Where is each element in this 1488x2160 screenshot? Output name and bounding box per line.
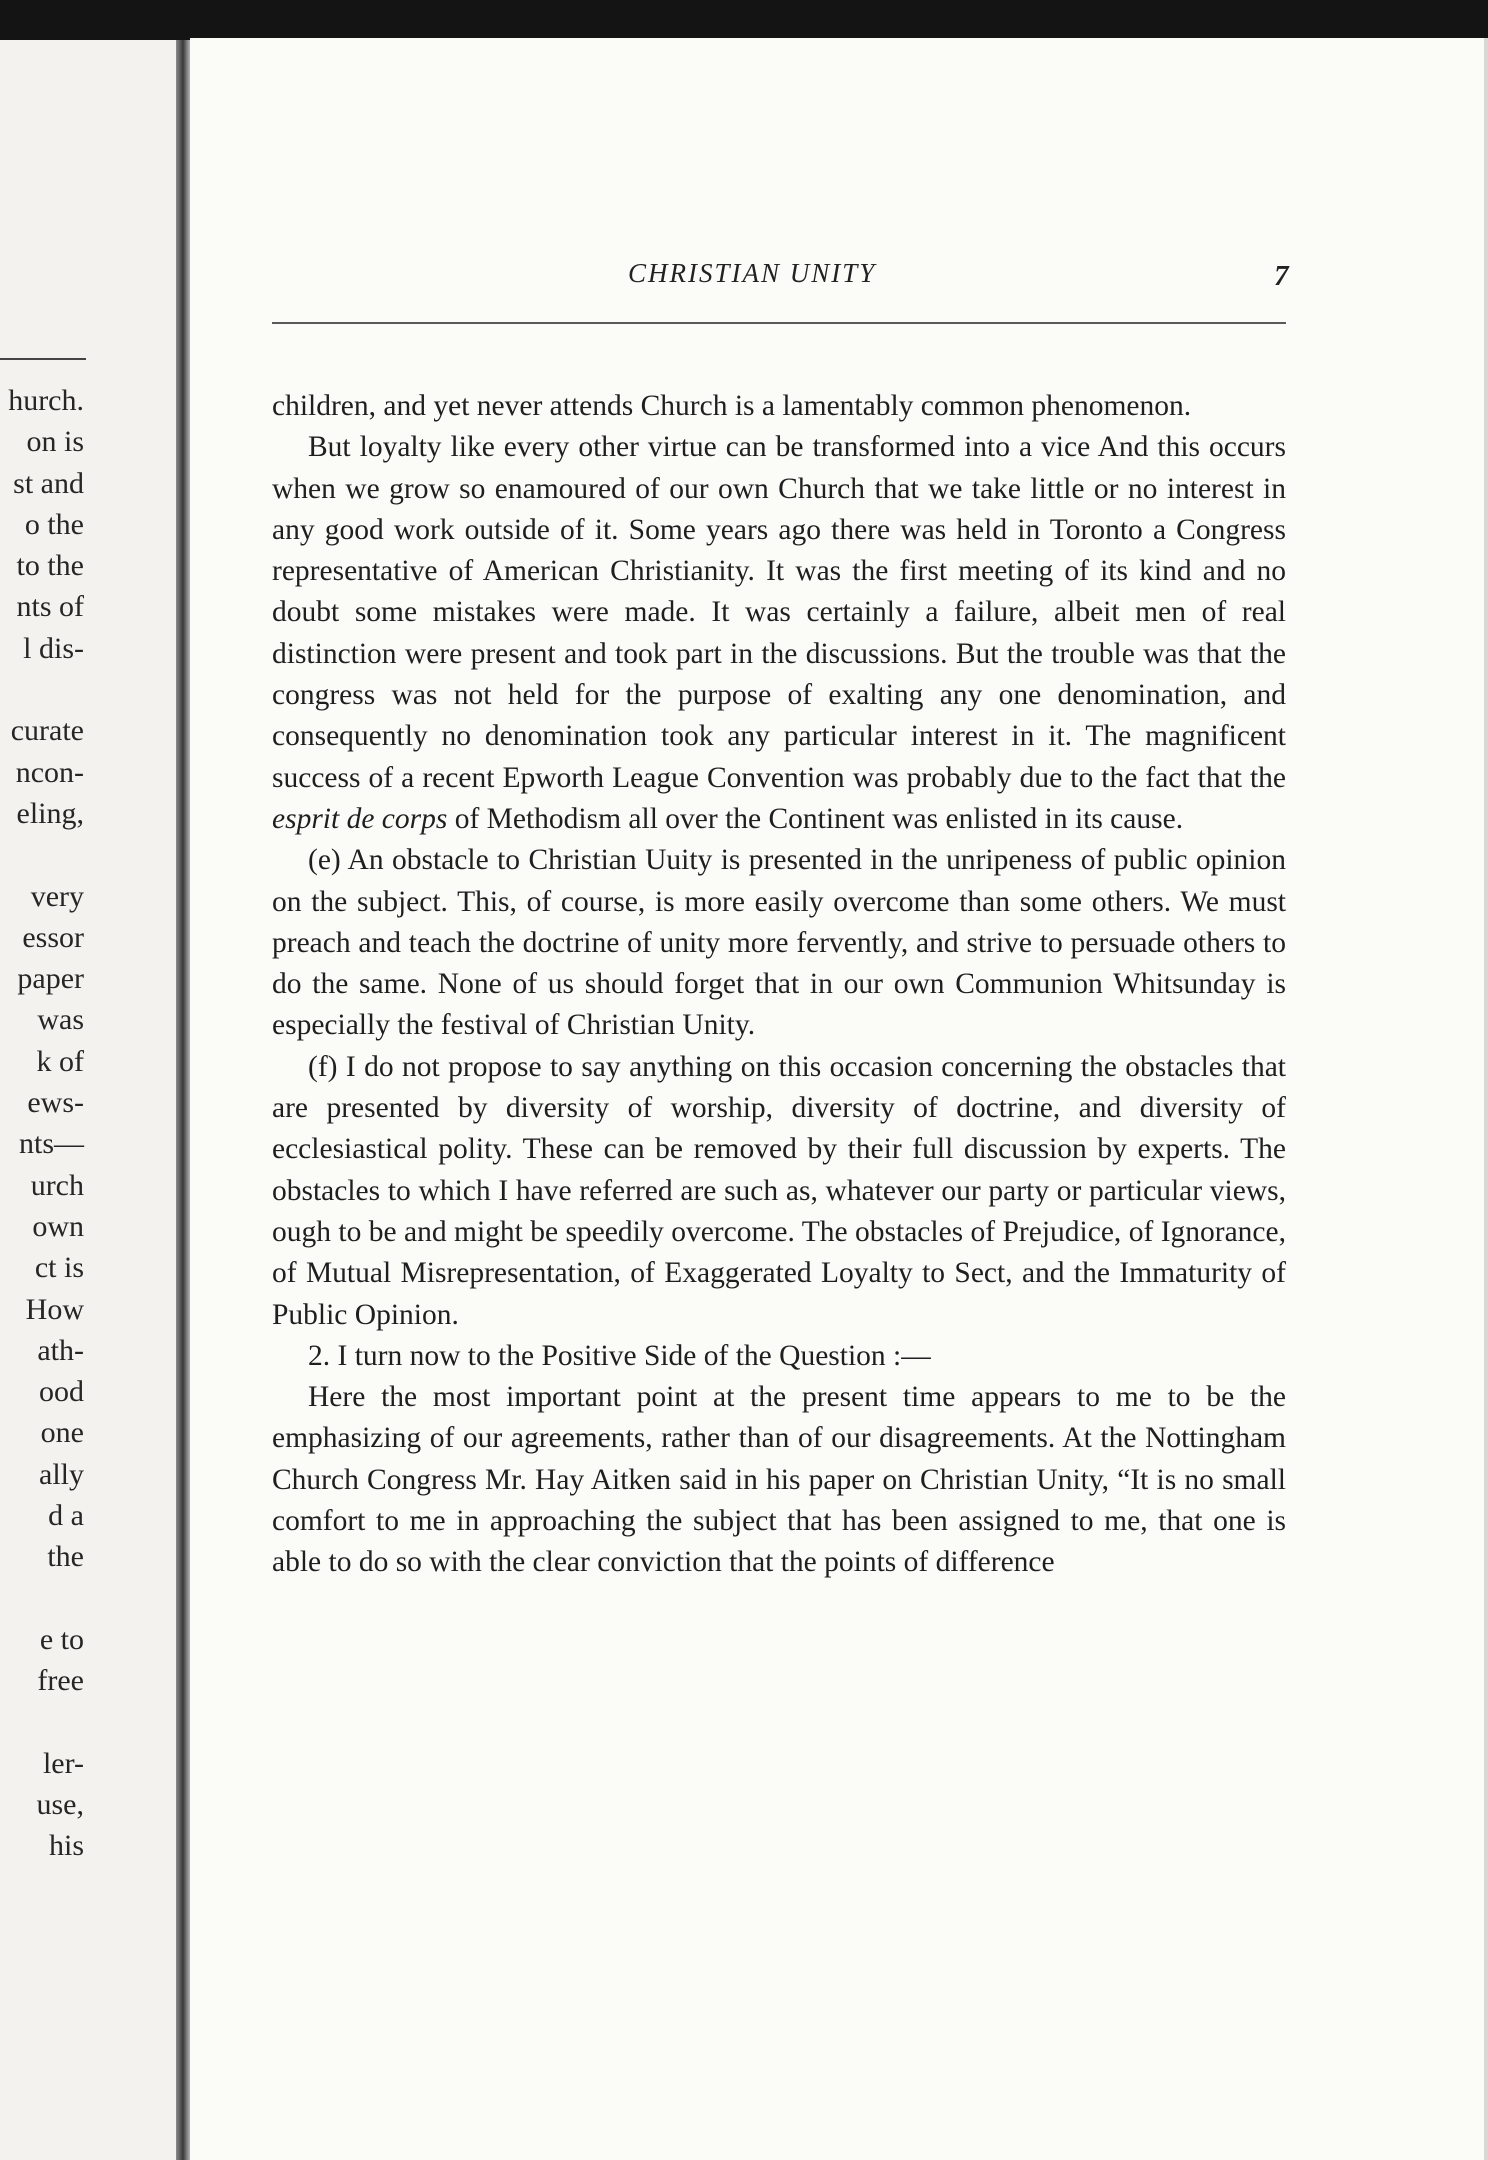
running-head xyxy=(190,258,1488,298)
fragment-line: e to xyxy=(39,1622,84,1656)
fragment-line: ncon- xyxy=(15,755,84,789)
paragraph-loyalty-tail: of Methodism all over the Continent was enlisted in its cause. xyxy=(447,802,1184,835)
fragment-line: one xyxy=(40,1416,84,1450)
fragment-line: o the xyxy=(24,507,84,541)
fragment-line: l dis- xyxy=(23,631,84,665)
page-number: 7 xyxy=(1274,260,1289,292)
paragraph-continuation: children, and yet never attends Church is a lamentably common phenomenon. xyxy=(272,390,1192,422)
fragment-line: free xyxy=(37,1664,84,1698)
fragment-line: to the xyxy=(16,549,84,583)
fragment-line xyxy=(0,1702,84,1743)
page-main xyxy=(190,38,1488,2160)
paragraph-section-2: 2. I turn now to the Positive Side of the Question :— xyxy=(308,1339,931,1372)
fragment-line: ct is xyxy=(34,1251,84,1285)
facing-page-rule xyxy=(0,358,86,360)
fragment-line: use, xyxy=(36,1788,84,1822)
paragraph-e: (e) An obstacle to Christian Uuity is presented in the unripeness of public opinion on the subject. This, of course, is more easily overcome than some others. We must preach and teach the doctrine of unity more fervently, and strive to persuade others to do the same. None of us should forget that in our own Communion Whitsunday is especially the festival of Christian Unity. xyxy=(272,844,1286,1042)
fragment-line: essor xyxy=(22,920,84,954)
header-rule xyxy=(272,322,1286,324)
fragment-line: ler- xyxy=(42,1746,84,1780)
fragment-line: eling, xyxy=(16,796,84,830)
fragment-line: urch xyxy=(30,1168,84,1202)
fragment-line xyxy=(0,1578,84,1619)
fragment-line: own xyxy=(32,1209,84,1243)
paragraph-f: (f) I do not propose to say anything on this occasion concerning the obstacles that are presented by diversity of worship, diversity of doctrine, and diversity of ecclesiastical polity. These can be removed by their full discussion by experts. The obstacles to which I have referred are such as, whatever our party or particular views, ough to be and might be speedily overcome. The obstacles of Prejudice, of Ignorance, of Mutual Misrepresentation, of Exaggerated Loyalty to Sect, and the Immaturity of Public Opinion. xyxy=(272,1050,1286,1331)
fragment-line: ood xyxy=(39,1375,84,1409)
fragment-line: How xyxy=(25,1292,84,1326)
fragment-line: nts— xyxy=(18,1127,84,1161)
fragment-line: his xyxy=(48,1829,84,1863)
paragraph-positive-side: Here the most important point at the present time appears to me to be the emphasizing of our agreements, rather than of our disagreements. At the Nottingham Church Congress Mr. Hay Aitken said in his paper on Christian Unity, “It is no small comfort to me in approaching the subject that has been assigned to me, that one is able to do so with the clear conviction that the points of difference xyxy=(272,1381,1286,1579)
fragment-line xyxy=(0,834,84,875)
fragment-line: very xyxy=(30,879,84,913)
fragment-line: st and xyxy=(13,466,84,500)
facing-page-left xyxy=(0,40,180,2160)
fragment-line: paper xyxy=(17,962,84,996)
fragment-line: ews- xyxy=(27,1086,84,1120)
italic-phrase: esprit de corps xyxy=(272,802,448,835)
running-title: CHRISTIAN UNITY xyxy=(628,258,877,288)
fragment-line: k of xyxy=(36,1044,84,1078)
fragment-line: ally xyxy=(39,1457,84,1491)
paragraph-loyalty-text: But loyalty like every other virtue can be transformed into a vice And this occurs when we grow so enamoured of our own Church that we take little or no interest in any good work outside of it. Some years ago there was held in Toronto a Congress representative of American Christianity. It was the first meeting of its kind and no doubt some mistakes were made. It was certainly a failure, albeit men of real distinction were present and took part in the discussions. But the trouble was that the congress was not held for the purpose of exalting any one denomination, and consequently no denomination took any particular interest in it. The magnificent success of a recent Epworth League Convention was probably due to the fact that the xyxy=(272,431,1286,794)
fragment-line xyxy=(0,669,84,710)
fragment-line: curate xyxy=(10,714,84,748)
body-text xyxy=(272,386,1286,1584)
facing-page-text-fragments xyxy=(0,380,84,1867)
page-edge xyxy=(1484,38,1488,2160)
fragment-line: was xyxy=(37,1003,84,1037)
paragraph-loyalty xyxy=(272,427,1286,840)
fragment-line: nts of xyxy=(16,590,84,624)
fragment-line: on is xyxy=(26,425,84,459)
fragment-line: d a xyxy=(48,1499,84,1533)
book-gutter xyxy=(176,40,190,2160)
fragment-line: the xyxy=(47,1540,84,1574)
fragment-line: ath- xyxy=(37,1333,84,1367)
fragment-line: hurch. xyxy=(8,384,84,417)
